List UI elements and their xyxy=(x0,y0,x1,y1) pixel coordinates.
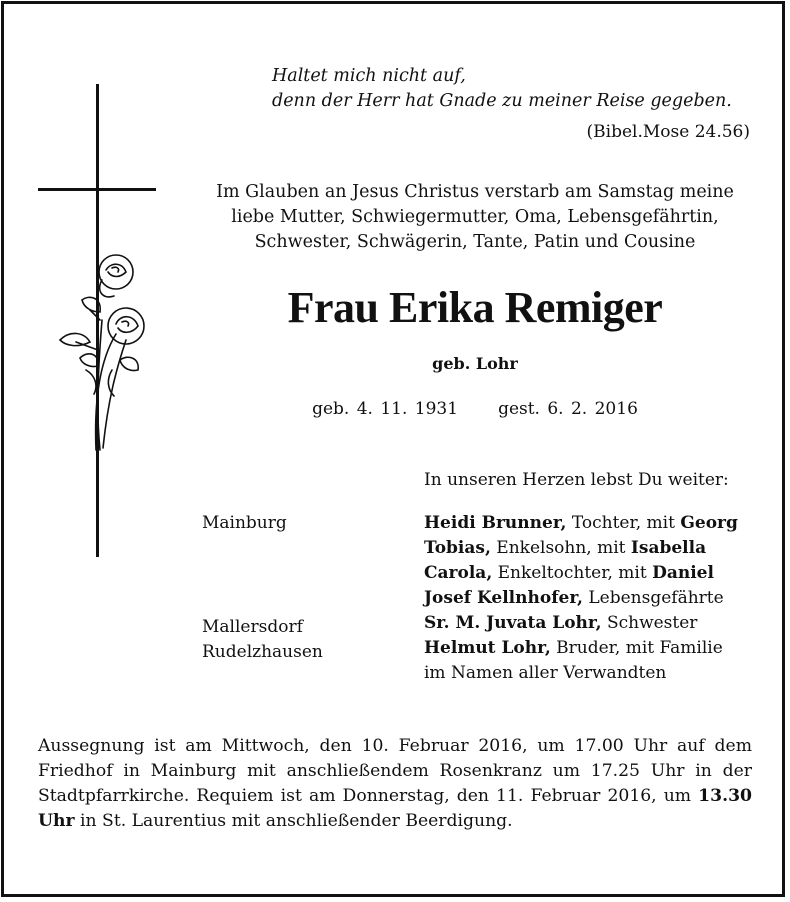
mourner-name: Josef Kellnhofer, xyxy=(424,588,583,608)
roses-icon xyxy=(56,250,156,460)
mourners-list xyxy=(424,511,754,686)
mourner-relation: Schwester xyxy=(601,613,698,633)
verse-line: Haltet mich nicht auf, xyxy=(272,66,466,86)
mourner-line xyxy=(424,586,754,611)
place-name: Mallersdorf xyxy=(202,617,303,637)
death-date: gest. 6. 2. 2016 xyxy=(498,399,638,419)
life-dates xyxy=(180,399,770,419)
mourner-name: Carola, xyxy=(424,563,493,583)
intro-line: liebe Mutter, Schwiegermutter, Oma, Lebensgefährtin, xyxy=(231,207,719,227)
mourner-name: Tobias, xyxy=(424,538,491,558)
mourner-name: Daniel xyxy=(652,563,714,583)
mourner-line xyxy=(424,636,754,661)
mourners-heading: In unseren Herzen lebst Du weiter: xyxy=(424,470,729,490)
place-name: Rudelzhausen xyxy=(202,642,323,662)
service-time: 13.30 Uhr xyxy=(38,786,752,831)
bible-verse xyxy=(272,64,732,114)
intro-line: Im Glauben an Jesus Christus verstarb am Samstag meine xyxy=(216,182,734,202)
cross-bar xyxy=(38,188,156,191)
mourner-relation: Lebensgefährte xyxy=(582,588,724,608)
service-info xyxy=(38,734,752,834)
service-text-end: in St. Laurentius mit anschließender Beerdigung. xyxy=(74,811,513,831)
verse-line: denn der Herr hat Gnade zu meiner Reise gegeben. xyxy=(272,91,732,111)
mourner-relation: Bruder, mit Familie xyxy=(550,638,723,658)
mourner-relation: Enkelsohn, mit xyxy=(490,538,631,558)
mourner-relation: Enkeltochter, mit xyxy=(492,563,653,583)
mourner-line xyxy=(424,561,754,586)
birth-date: geb. 4. 11. 1931 xyxy=(312,399,459,419)
mourner-relation: Tochter, mit xyxy=(566,513,681,533)
place-name: Mainburg xyxy=(202,513,287,533)
mourner-line xyxy=(424,536,754,561)
verse-source: (Bibel.Mose 24.56) xyxy=(586,122,750,142)
service-text: Aussegnung ist am Mittwoch, den 10. Februar 2016, um 17.00 Uhr auf dem Friedhof in Mainburg mit anschließendem Rosenkranz um 17.25 Uhr in der Stadtpfarrkirche. Requiem ist am Donnerstag, den 11. Februar 2016, um xyxy=(38,736,752,806)
mourner-name: Helmut Lohr, xyxy=(424,638,551,658)
deceased-name: Frau Erika Remiger xyxy=(287,283,663,332)
mourner-name: Heidi Brunner, xyxy=(424,513,567,533)
maiden-name: geb. Lohr xyxy=(432,354,518,373)
mourner-relation: im Namen aller Verwandten xyxy=(424,663,667,683)
mourner-name: Georg xyxy=(680,513,738,533)
mourner-line xyxy=(424,661,754,686)
mourner-line xyxy=(424,511,754,536)
intro-text xyxy=(180,180,770,255)
mourner-line xyxy=(424,611,754,636)
mourner-name: Isabella xyxy=(630,538,707,558)
mourner-name: Sr. M. Juvata Lohr, xyxy=(424,613,602,633)
intro-line: Schwester, Schwägerin, Tante, Patin und Cousine xyxy=(254,232,696,252)
